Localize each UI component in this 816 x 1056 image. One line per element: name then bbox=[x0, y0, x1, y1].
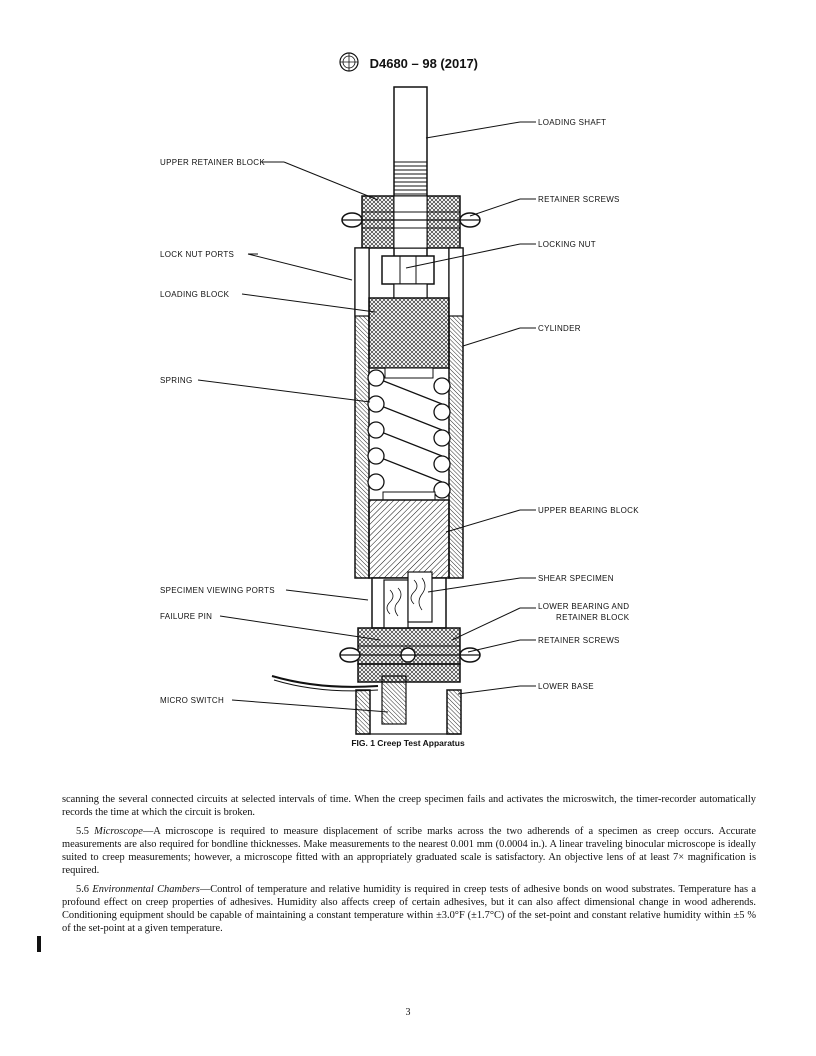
upper-bearing-block bbox=[369, 492, 449, 578]
label-loading-shaft: LOADING SHAFT bbox=[538, 118, 607, 127]
lower-bearing-retainer-block bbox=[340, 628, 480, 664]
label-upper-retainer-block: UPPER RETAINER BLOCK bbox=[160, 158, 265, 167]
change-bar bbox=[37, 936, 41, 952]
section-title: Microscope bbox=[94, 826, 143, 837]
upper-retainer-block bbox=[342, 196, 480, 248]
paragraph-5-5 bbox=[62, 825, 756, 877]
paragraph-5-6 bbox=[62, 883, 756, 935]
lower-base bbox=[356, 664, 461, 734]
label-retainer-screws-bottom: RETAINER SCREWS bbox=[538, 636, 620, 645]
spring bbox=[368, 370, 450, 498]
section-number: 5.5 bbox=[76, 826, 89, 837]
shear-specimen bbox=[372, 572, 446, 628]
document-header bbox=[0, 52, 816, 75]
label-lower-base: LOWER BASE bbox=[538, 682, 594, 691]
micro-switch bbox=[272, 676, 406, 724]
paragraph-continued: scanning the several connected circuits at selected intervals of time. When the creep specimen fails and activates the microswitch, the timer-recorder automatically records the time at which the circuit is broken. bbox=[62, 794, 756, 818]
label-spring: SPRING bbox=[160, 376, 193, 385]
creep-test-apparatus-figure bbox=[0, 80, 816, 740]
standard-designation: D4680 – 98 (2017) bbox=[369, 56, 479, 71]
page-number: 3 bbox=[405, 1007, 411, 1018]
section-title: Environmental Chambers bbox=[92, 884, 200, 895]
astm-logo-icon bbox=[338, 52, 360, 75]
loading-block bbox=[369, 298, 449, 378]
figure-caption: FIG. 1 Creep Test Apparatus bbox=[351, 738, 465, 748]
label-lock-nut-ports: LOCK NUT PORTS bbox=[160, 250, 235, 259]
label-failure-pin: FAILURE PIN bbox=[160, 612, 213, 621]
label-lower-bearing-line1: LOWER BEARING AND bbox=[538, 602, 630, 611]
section-text: —A microscope is required to measure displacement of scribe marks across the two adherends of a specimen as creep occurs. Accurate measurements are also required for bondline thicknesses. Make measurements to the nearest 0.001 mm (0.0004 in.). A linear traveling binocular microscope is ideally suited to creep measurements; however, a microscope fitted with an appropriately graduated scale is satisfactory. An objective lens of at least 7× magnification is required. bbox=[62, 826, 756, 876]
label-retainer-screws-top: RETAINER SCREWS bbox=[538, 195, 620, 204]
label-locking-nut: LOCKING NUT bbox=[538, 240, 596, 249]
body-text bbox=[62, 793, 756, 941]
label-cylinder: CYLINDER bbox=[538, 324, 581, 333]
label-upper-bearing-block: UPPER BEARING BLOCK bbox=[538, 506, 639, 515]
label-micro-switch: MICRO SWITCH bbox=[160, 696, 225, 705]
label-loading-block: LOADING BLOCK bbox=[160, 290, 230, 299]
locking-nut bbox=[382, 256, 434, 298]
section-text: —Control of temperature and relative humidity is required in creep tests of adhesive bonds on wood substrates. Temperature has a profound effect on creep properties of adhesives. Humidity also affects creep of certain adhesives, but it can also affect dimensional change in wood adherends. Conditioning equipment should be capable of maintaining a constant temperature within ±3.0°F (±1.7°C) of the set-point and constant relative humidity within ±5 % of the set-point at a given temperature. bbox=[62, 884, 756, 934]
label-specimen-viewing-ports: SPECIMEN VIEWING PORTS bbox=[160, 586, 275, 595]
label-lower-bearing-line2: RETAINER BLOCK bbox=[556, 613, 630, 622]
section-number: 5.6 bbox=[76, 884, 89, 895]
label-shear-specimen: SHEAR SPECIMEN bbox=[538, 574, 614, 583]
